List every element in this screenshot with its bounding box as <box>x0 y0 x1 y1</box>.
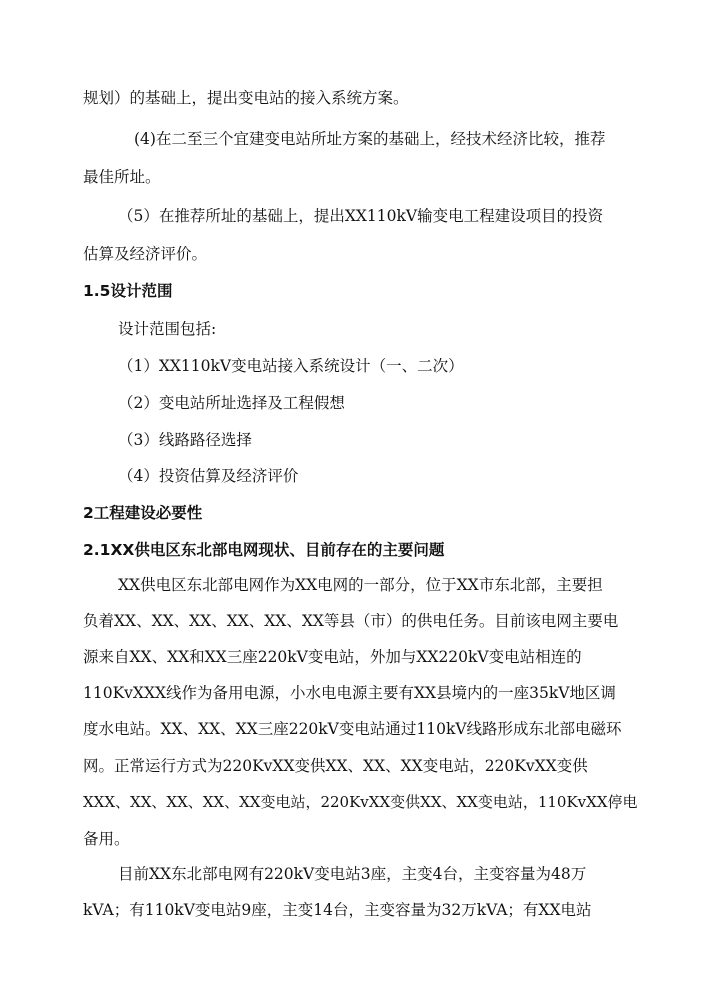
paragraph-line: 源来自XX、XX和XX三座220kV变电站，外加与XX220kV变电站相连的 <box>83 648 582 666</box>
paragraph-line: 网。正常运行方式为220KvXX变供XX、XX、XX变电站，220KvXX变供 <box>83 757 588 775</box>
list-item-5-continued: 估算及经济评价。 <box>83 245 208 263</box>
scope-item-3: （3）线路路径选择 <box>118 431 252 449</box>
list-item-4: (4)在二至三个宜建变电站所址方案的基础上，经技术经济比较，推荐 <box>134 130 606 148</box>
section-heading-1-5: 1.5设计范围 <box>83 282 173 300</box>
paragraph-line: 目前XX东北部电网有220kV变电站3座，主变4台，主变容量为48万 <box>118 865 587 883</box>
scope-item-2: （2）变电站所址选择及工程假想 <box>118 394 345 412</box>
paragraph-line: 负着XX、XX、XX、XX、XX、XX等县（市）的供电任务。目前该电网主要电 <box>83 612 619 630</box>
paragraph-line: 度水电站。XX、XX、XX三座220kV变电站通过110kV线路形成东北部电磁环 <box>83 720 622 738</box>
paragraph-line: XX供电区东北部电网作为XX电网的一部分，位于XX市东北部，主要担 <box>118 576 603 594</box>
paragraph-line: XXX、XX、XX、XX、XX变电站，220KvXX变供XX、XX变电站，110KvXX停电 <box>83 793 638 811</box>
scope-item-4: （4）投资估算及经济评价 <box>118 467 299 485</box>
section-heading-2-1: 2.1XX供电区东北部电网现状、目前存在的主要问题 <box>83 541 445 559</box>
section-heading-2: 2工程建设必要性 <box>83 504 203 522</box>
paragraph-line: 规划）的基础上，提出变电站的接入系统方案。 <box>83 89 409 107</box>
paragraph-line: 110KvXXX线作为备用电源，小水电电源主要有XX县境内的一座35kV地区调 <box>83 684 616 702</box>
scope-item-1: （1）XX110kV变电站接入系统设计（一、二次） <box>118 357 464 375</box>
paragraph-line: kVA；有110kV变电站9座，主变14台，主变容量为32万kVA；有XX电站 <box>83 901 592 919</box>
list-item-4-continued: 最佳所址。 <box>83 168 161 186</box>
paragraph-line: 备用。 <box>83 830 130 848</box>
scope-intro: 设计范围包括: <box>118 320 217 338</box>
list-item-5: （5）在推荐所址的基础上，提出XX110kV输变电工程建设项目的投资 <box>118 207 604 225</box>
